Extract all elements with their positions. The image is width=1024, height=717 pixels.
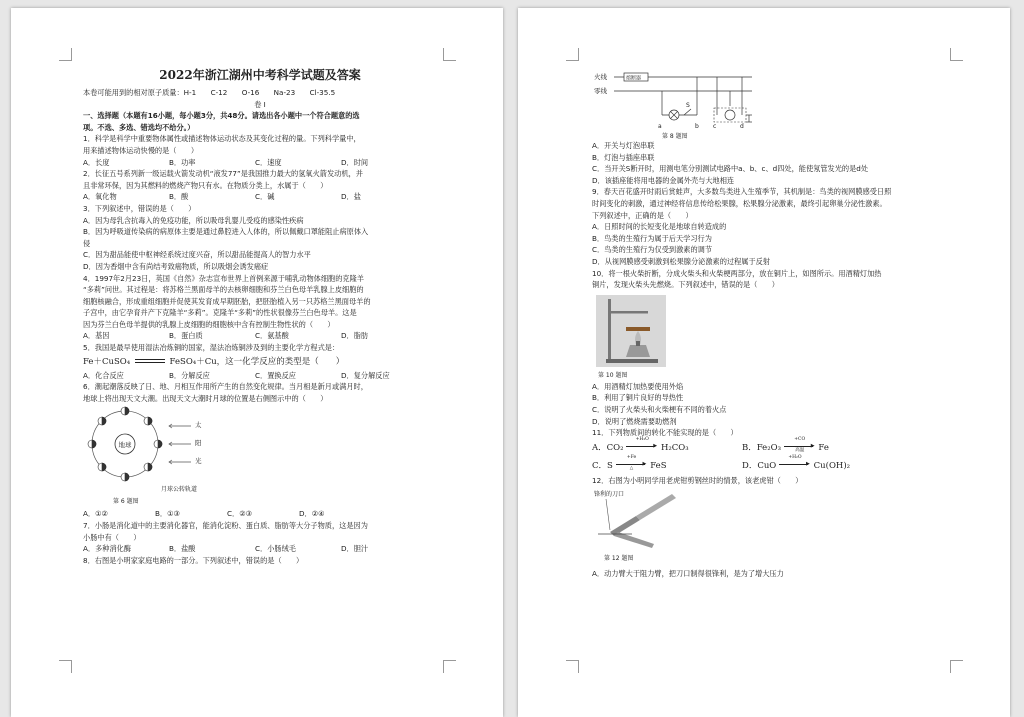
- question-2-options: A．氧化物 B．酸 C．碱 D．盐: [83, 192, 361, 202]
- svg-text:月球公转轨道: 月球公转轨道: [161, 486, 198, 494]
- page-title: 2022年浙江湖州中考科学试题及答案: [159, 68, 361, 82]
- crop-mark: [443, 48, 456, 61]
- question-1: 1．科学是科学中重要物体属性或描述物体运动状态及其变化过程的量。下列科学量中， 用来描述物体运动快慢的是（ ） A．长度 B．功率 C．速度 D．时间: [83, 133, 437, 168]
- svg-text:零线: 零线: [594, 87, 607, 95]
- question-11-options-cd: C．S +Fe ▶ △ FeS D．CuO +H₂O ▶ Cu(OH)₂: [592, 455, 851, 472]
- svg-text:a: a: [658, 123, 662, 130]
- question-5: 5．我国是最早使用湿法冶炼铜的国家，湿法冶炼铜涉及到的主要化学方程式是： Fe＋CuSO₄ FeSO₄＋Cu，这一化学反应的类型是（ ） A．化合反应 B．分解反应 C．置换反应 D．复分解反应: [83, 342, 437, 381]
- pliers-photo: [592, 486, 702, 568]
- moon-orbit-diagram: [83, 404, 243, 508]
- svg-text:光: 光: [195, 457, 202, 466]
- crop-mark: [950, 660, 963, 673]
- arrow-icon: +H₂O ▶: [626, 442, 658, 452]
- question-4-options: A．基因 B．蛋白质 C．氨基酸 D．脂肪: [83, 331, 369, 341]
- figure-10: [592, 291, 942, 381]
- question-6: 6．潮起潮落反映了日、地、月相互作用所产生的自然变化规律。当月相是新月或满月时， 地球上将出现天文大潮。出现天文大潮时月球的位置是右侧图示中的（ ） 地球 太 阳 光 月球公转轨道 第 6 题图 A．①② B．①③ C．②③ D．②④: [83, 381, 437, 520]
- svg-text:c: c: [713, 123, 717, 130]
- atomic-masses: 本卷可能用到的相对原子质量：H-1 C-12 O-16 Na-23 Cl-35.5: [83, 88, 336, 97]
- question-11-options-ab: A．CO₂ +H₂O ▶ H₂CO₃ B．Fe₂O₃ +CO ▶ 高温 Fe: [592, 437, 829, 454]
- copper-sheet: [626, 327, 650, 331]
- svg-text:阳: 阳: [195, 439, 202, 448]
- question-8-options: A．开关与灯泡串联 B．灯泡与插座串联 C．当开关S断开时，用测电笔分别测试电路中a、b、c、d四处，能使氖管发光的是d处 D．该插座能将用电器的金属外壳与大地相连: [592, 141, 869, 185]
- question-6-options: A．①② B．①③ C．②③ D．②④: [83, 509, 325, 519]
- question-12: 12．右图为小明同学用老虎钳剪钢丝时的情景，该老虎钳（ ） 锋利的刀口 第 12 题图 A．动力臂大于阻力臂，把刀口制得很锋利，是为了增大压力: [592, 475, 942, 580]
- question-11: 11．下列物质间的转化不能实现的是（ ） A．CO₂ +H₂O ▶ H₂CO₃ B．Fe₂O₃ +CO ▶ 高温 Fe C．S +Fe ▶ △ FeS D．CuO +H₂O ▶ Cu(OH)₂: [592, 427, 942, 475]
- pliers-icon: [610, 516, 640, 536]
- figure-8: [592, 70, 942, 140]
- question-5-options: A．化合反应 B．分解反应 C．置换反应 D．复分解反应: [83, 370, 390, 380]
- alcohol-lamp-photo: [592, 291, 682, 381]
- svg-text:锋利的刀口: 锋利的刀口: [594, 491, 625, 499]
- figure-12: [592, 486, 942, 568]
- svg-text:第 8 题图: 第 8 题图: [662, 133, 688, 140]
- arrow-icon: +Fe ▶ △: [616, 460, 648, 470]
- document-page-1: [11, 8, 503, 717]
- equation: Fe＋CuSO₄ FeSO₄＋Cu，这一化学反应的类型是（ ）: [83, 356, 345, 367]
- svg-text:b: b: [695, 123, 699, 130]
- svg-text:地球: 地球: [118, 441, 132, 450]
- section-heading-cont: 项。不选、多选、错选均不给分。）: [83, 122, 195, 132]
- svg-text:S: S: [686, 102, 690, 109]
- question-2: 2．长征五号系列新一级运载火箭发动机“液发77”是我国推力最大的氢氧火箭发动机，并 且非常环保，因为其燃料的燃烧产物只有水。在物质分类上，水属于（ ） A．氧化物 B．酸 C．碱 D．盐: [83, 168, 437, 203]
- crop-mark: [59, 48, 72, 61]
- sunlight-arrows: [169, 424, 191, 464]
- svg-text:第 12 题图: 第 12 题图: [604, 555, 634, 563]
- switch-icon: [684, 109, 691, 115]
- section-heading: 一、选择题（本题有16小题，每小题3分，共48分。请选出各小题中一个符合题意的选: [83, 111, 360, 121]
- lamp-icon: [626, 345, 650, 357]
- crop-mark: [566, 48, 579, 61]
- svg-text:d: d: [740, 123, 744, 130]
- question-7-options: A．多种消化酶 B．盐酸 C．小肠绒毛 D．胆汁: [83, 544, 369, 554]
- arrow-icon: +CO ▶ 高温: [784, 442, 816, 452]
- crop-mark: [950, 48, 963, 61]
- crop-mark: [443, 660, 456, 673]
- question-1-options: A．长度 B．功率 C．速度 D．时间: [83, 157, 369, 167]
- question-4: 4．1997年2月23日，英国《自然》杂志宣布世界上首例来源于哺乳动物体细胞的克隆羊 “多莉”问世。其过程是：将苏格兰黑面母羊的去核卵细胞和芬兰白色母羊乳腺上皮细胞的 细胞核融合，形成重组细胞并促使其发育成早期胚胎，把胚胎植入另一只苏格兰黑面母羊的 子宫中，由它孕育并产下克隆羊“多莉”。克隆羊“多莉”的性状很像芬兰白色母羊。这是 因为芬兰白色母羊提供的乳腺上皮细胞的细胞核中含有控制生物性状的（ ） A．基因 B．蛋白质 C．氨基酸 D．脂肪: [83, 273, 437, 343]
- document-page-2: [518, 8, 1010, 717]
- household-circuit-diagram: [592, 70, 762, 140]
- svg-text:火线: 火线: [594, 73, 607, 81]
- equals-bar: [135, 359, 165, 363]
- figure-6: [83, 404, 437, 508]
- question-8: 8．右图是小明家家庭电路的一部分。下列叙述中，错误的是（ ）: [83, 555, 304, 565]
- question-7: 7．小肠是消化道中的主要消化器官，能消化淀粉、蛋白质、脂肪等大分子物质，这是因为 小肠中有（ ） A．多种消化酶 B．盐酸 C．小肠绒毛 D．胆汁: [83, 520, 437, 555]
- arrow-icon: +H₂O ▶: [779, 460, 811, 470]
- svg-text:熔断器: 熔断器: [626, 75, 642, 82]
- question-3: 3．下列叙述中，错误的是（ ） A．因为母乳含抗毒入的免疫功能，所以吸母乳婴儿受疫的感染性疾病 B．因为呼吸道传染病的病原体主要是通过鼻腔进入人体的，所以佩戴口罩能阻止病原体入 侵 C．因为甜品能使中枢神经系统过度兴奋，所以甜品能提高人的智力水平 D．因为香烟中含有尚结考致癌物质，所以吸烟会诱发癌症: [83, 203, 369, 271]
- question-9: 9．春天百花盛开时雨后赏蛙声，大多数鸟类进入生殖季节，其机制是：鸟类的视网膜感受日照 时间变化的刺激，通过神经将信息传给松果腺，松果腺分泌激素，最终引起卵巢分泌性激素。 下列叙述中，正确的是（ ） A．日照时间的长短变化是地球自转造成的 B．鸟类的生殖行为属于后天学习行为 C．鸟类的生殖行为仅受到激素的调节 D．从视网膜感受刺激到松果腺分泌激素的过程属于反射: [592, 187, 892, 266]
- crop-mark: [566, 660, 579, 673]
- volume-label: 卷 I: [254, 99, 266, 109]
- svg-text:太: 太: [195, 421, 202, 430]
- crop-mark: [59, 660, 72, 673]
- question-10: 10．将一根火柴折断，分成火柴头和火柴梗两部分，放在铜片上，如图所示。用酒精灯加热 铜片，发现火柴头先燃烧。下列叙述中，错误的是（ ） 第 10 题图 A．用酒精灯加热要使用外焰 B．利用了铜片良好的导热性 C．说明了火柴头和火柴梗有不同的着火点 D．说明了燃烧需要助燃剂: [592, 268, 942, 428]
- svg-text:第 10 题图: 第 10 题图: [598, 371, 628, 379]
- svg-text:第 6 题图: 第 6 题图: [113, 498, 139, 506]
